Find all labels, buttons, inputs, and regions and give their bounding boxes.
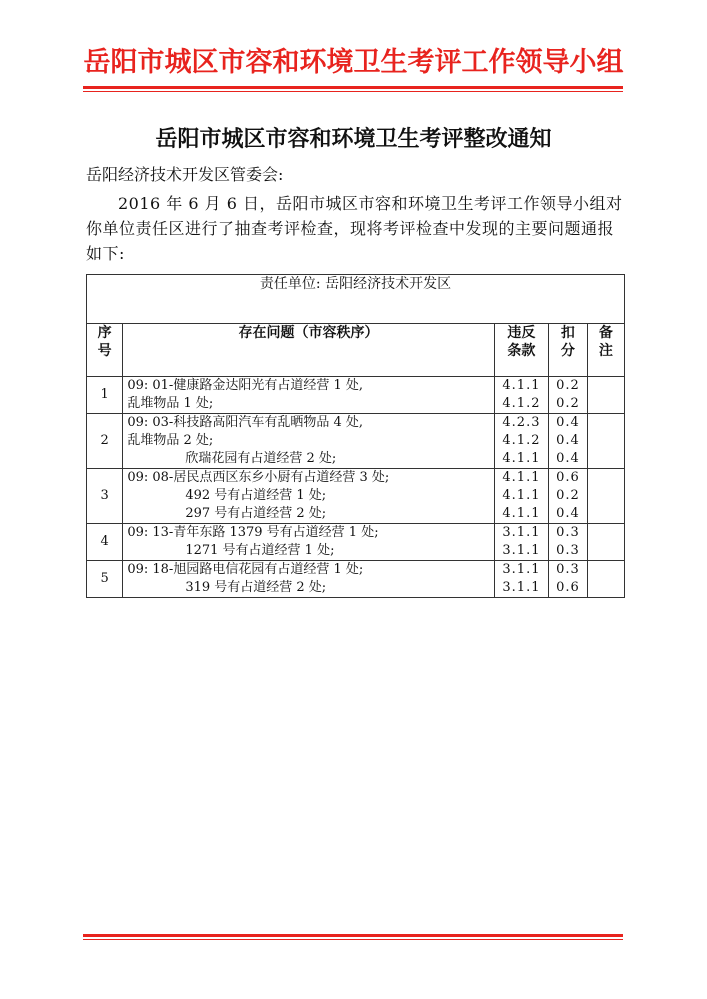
- masthead-rule-thin: [83, 91, 623, 92]
- row-index: 1: [87, 377, 123, 414]
- score-value: 0.2: [556, 488, 580, 503]
- clause-value: 4.1.1: [502, 378, 541, 393]
- score-value: 0.3: [556, 543, 580, 558]
- issue-line: 乱堆物品 1 处;: [127, 396, 214, 411]
- header-note: 备注: [587, 324, 624, 377]
- clause-value: 4.1.1: [502, 470, 541, 485]
- responsible-unit: 责任单位: 岳阳经济技术开发区: [87, 275, 625, 324]
- row-index: 5: [87, 561, 123, 598]
- salutation: 岳阳经济技术开发区管委会:: [86, 165, 284, 184]
- footer-rule-thin: [83, 939, 623, 940]
- row-issue: [123, 414, 494, 469]
- row-scores: [549, 414, 588, 469]
- table-row: [87, 414, 625, 469]
- score-value: 0.6: [556, 470, 580, 485]
- header-clause: 违反条款: [494, 324, 548, 377]
- row-clauses: [494, 377, 548, 414]
- row-scores: [549, 377, 588, 414]
- clause-value: 4.2.3: [502, 415, 541, 430]
- row-clauses: [494, 524, 548, 561]
- score-value: 0.3: [556, 525, 580, 540]
- document-title: 岳阳市城区市容和环境卫生考评整改通知: [155, 126, 552, 152]
- masthead-title: 岳阳市城区市容和环境卫生考评工作领导小组: [83, 47, 624, 78]
- row-issue: [123, 524, 494, 561]
- score-value: 0.4: [556, 506, 580, 521]
- issue-line: 492 号有占道经营 1 处;: [185, 488, 327, 503]
- footer-rule-thick: [83, 934, 623, 937]
- table-row: [87, 524, 625, 561]
- clause-value: 4.1.2: [502, 396, 541, 411]
- issue-line: 09: 01-健康路金达阳光有占道经营 1 处,: [127, 378, 363, 393]
- table-row: [87, 377, 625, 414]
- row-index: 2: [87, 414, 123, 469]
- clause-value: 4.1.1: [502, 451, 541, 466]
- score-value: 0.4: [556, 433, 580, 448]
- score-value: 0.4: [556, 451, 580, 466]
- clause-value: 3.1.1: [502, 562, 541, 577]
- issue-line: 09: 18-旭园路电信花园有占道经营 1 处;: [127, 562, 364, 577]
- body-paragraph: 2016 年 6 月 6 日，岳阳市城区市容和环境卫生考评工作领导小组对你单位责任区进行了抽查考评检查，现将考评检查中发现的主要问题通报如下:: [86, 194, 623, 263]
- clause-value: 4.1.2: [502, 433, 541, 448]
- masthead-rule-thick: [83, 86, 623, 89]
- row-clauses: [494, 561, 548, 598]
- header-index: 序号: [87, 324, 123, 377]
- row-note: [587, 469, 624, 524]
- row-note: [587, 561, 624, 598]
- row-clauses: [494, 469, 548, 524]
- row-issue: [123, 469, 494, 524]
- issue-line: 1271 号有占道经营 1 处;: [185, 543, 335, 558]
- issues-table: [86, 274, 625, 598]
- score-value: 0.3: [556, 562, 580, 577]
- issue-line: 297 号有占道经营 2 处;: [185, 506, 327, 521]
- row-issue: [123, 561, 494, 598]
- issue-line: 319 号有占道经营 2 处;: [185, 580, 327, 595]
- issue-line: 09: 03-科技路高阳汽车有乱晒物品 4 处,: [127, 415, 363, 430]
- header-issue: 存在问题（市容秩序）: [123, 324, 494, 377]
- table-header-row: [87, 324, 625, 377]
- clause-value: 4.1.1: [502, 488, 541, 503]
- unit-row: [87, 275, 625, 324]
- score-value: 0.2: [556, 396, 580, 411]
- row-issue: [123, 377, 494, 414]
- row-note: [587, 414, 624, 469]
- table-row: [87, 561, 625, 598]
- row-index: 4: [87, 524, 123, 561]
- score-value: 0.2: [556, 378, 580, 393]
- clause-value: 3.1.1: [502, 543, 541, 558]
- row-scores: [549, 524, 588, 561]
- header-score: 扣分: [549, 324, 588, 377]
- row-note: [587, 524, 624, 561]
- clause-value: 4.1.1: [502, 506, 541, 521]
- issue-line: 09: 08-居民点西区东乡小厨有占道经营 3 处;: [127, 470, 390, 485]
- row-clauses: [494, 414, 548, 469]
- score-value: 0.4: [556, 415, 580, 430]
- clause-value: 3.1.1: [502, 580, 541, 595]
- row-scores: [549, 561, 588, 598]
- row-index: 3: [87, 469, 123, 524]
- clause-value: 3.1.1: [502, 525, 541, 540]
- issue-line: 乱堆物品 2 处;: [127, 433, 214, 448]
- issue-line: 09: 13-青年东路 1379 号有占道经营 1 处;: [127, 525, 379, 540]
- score-value: 0.6: [556, 580, 580, 595]
- row-scores: [549, 469, 588, 524]
- row-note: [587, 377, 624, 414]
- table-row: [87, 469, 625, 524]
- issue-line: 欣瑞花园有占道经营 2 处;: [185, 451, 337, 466]
